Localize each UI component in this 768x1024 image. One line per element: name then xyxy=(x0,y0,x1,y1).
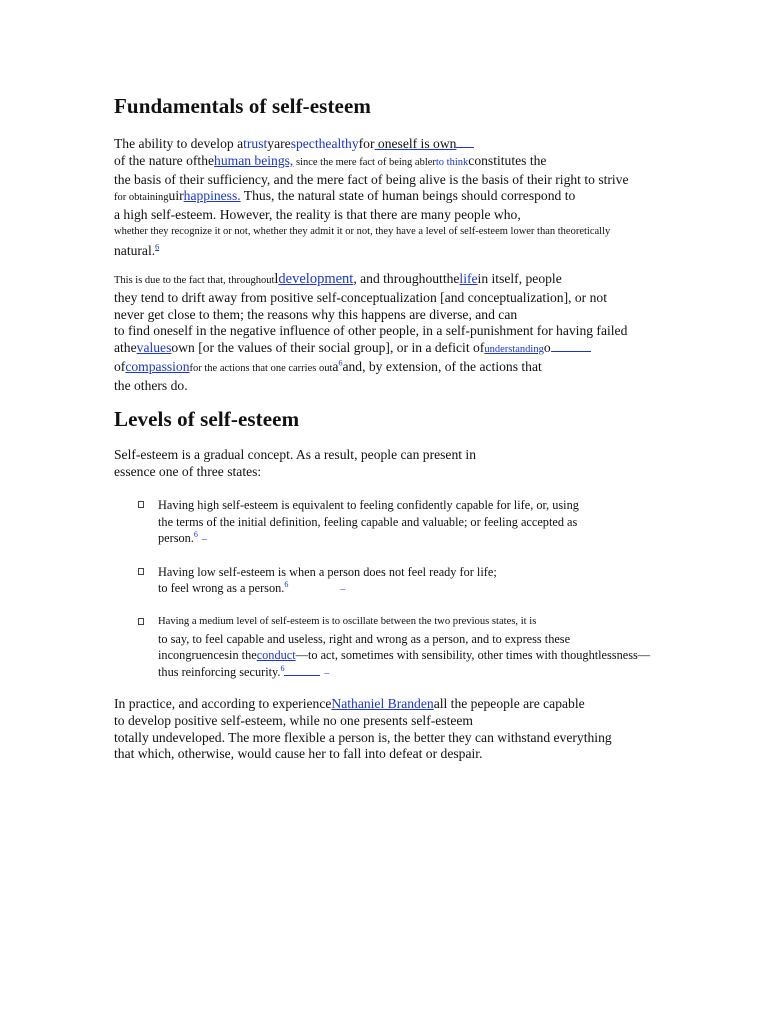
text-line: the others do. xyxy=(114,377,188,393)
link-understanding[interactable]: understanding xyxy=(484,344,544,356)
text-line: essence one of three states: xyxy=(114,463,262,479)
text-run: —to act, sometimes with sensibility, other times with thoughtlessness— xyxy=(295,648,651,663)
text-line: whether they recognize it or not, whether they admit it or not, they have a level of self-esteem lower than theoretically xyxy=(114,225,611,237)
text-line xyxy=(114,696,674,713)
text-run: incongruences xyxy=(158,648,230,663)
bullet-list xyxy=(136,497,736,682)
link-development[interactable]: development xyxy=(278,271,354,287)
text-run: person. xyxy=(158,531,194,546)
text-run: in itself, people xyxy=(477,271,562,286)
bullet-box-icon xyxy=(138,501,144,508)
dash-icon: – xyxy=(201,534,207,546)
text-run: a xyxy=(274,136,281,151)
text-line: to say, to feel capable and useless, right and wrong as a person, and to express these xyxy=(158,631,571,646)
text-run: l xyxy=(274,271,279,287)
link-happiness[interactable]: happiness. xyxy=(183,188,241,204)
link-human-beings[interactable]: human beings, xyxy=(214,152,294,168)
footnote-ref[interactable]: 6 xyxy=(280,663,285,673)
text-run: a xyxy=(332,358,339,374)
paragraph-development xyxy=(114,271,674,395)
footnote-ref[interactable]: 6 xyxy=(193,530,198,540)
text-line xyxy=(114,136,674,153)
text-line xyxy=(114,153,674,172)
dash-icon: – xyxy=(324,667,330,679)
text-run: The ability to develop a xyxy=(114,136,244,151)
text-run: of the nature of xyxy=(114,152,198,168)
text-run: o xyxy=(543,340,551,356)
text-run: the xyxy=(442,271,460,286)
footnote-ref[interactable]: 6 xyxy=(338,358,343,368)
text-line: never get close to them; the reasons why this happens are diverse, and can xyxy=(114,306,518,322)
text-run: y xyxy=(267,136,275,151)
dash-icon: – xyxy=(340,584,346,596)
link-compassion[interactable]: compassion xyxy=(125,358,190,374)
section-heading-levels: Levels of self-esteem xyxy=(114,407,300,431)
text-line: that which, otherwise, would cause her to fall into defeat or despair. xyxy=(114,746,483,762)
text-line xyxy=(158,530,736,549)
text-line xyxy=(114,188,674,207)
paragraph-practice xyxy=(114,696,674,763)
link-to-think[interactable]: to think xyxy=(435,156,469,168)
text-run: since xyxy=(293,156,318,168)
text-line xyxy=(114,359,674,378)
bullet-box-icon xyxy=(138,568,144,575)
text-run: constitutes the xyxy=(468,152,547,168)
list-item-low xyxy=(136,564,736,599)
list-item-medium xyxy=(136,614,736,682)
link-respect[interactable]: spect xyxy=(290,136,319,151)
text-line: the terms of the initial definition, feeling capable and valuable; or feeling accepted as xyxy=(158,514,578,529)
text-line: Having a medium level of self-esteem is to oscillate between the two previous states, it is xyxy=(158,615,537,627)
text-run: for the actions that one carries out xyxy=(189,362,333,374)
text-line xyxy=(158,664,736,683)
text-run: to feel wrong as a person. xyxy=(158,581,285,596)
paragraph-fundamentals xyxy=(114,136,674,260)
text-run: for obtaining xyxy=(114,192,169,204)
text-run: the mere fact of being able xyxy=(317,156,433,168)
text-run: natural. xyxy=(114,242,156,258)
link-underline-trail xyxy=(456,136,474,148)
text-run: own [or the values of their social group], or in a deficit of xyxy=(171,340,485,356)
link-conduct[interactable]: conduct xyxy=(256,648,296,663)
text-run: r xyxy=(432,156,436,168)
text-line: to develop positive self-esteem, while no one presents self-esteem xyxy=(114,712,473,728)
link-trust[interactable]: trust xyxy=(243,136,268,151)
text-run: uir xyxy=(168,188,184,204)
list-item-high xyxy=(136,497,736,549)
text-line xyxy=(114,340,674,359)
text-line: a high self-esteem. However, the reality is that there are many people who, xyxy=(114,207,521,223)
text-run: re xyxy=(280,136,291,151)
text-line: the basis of their sufficiency, and the mere fact of being alive is the basis of their right to strive xyxy=(114,171,629,187)
text-line: to find oneself in the negative influence of other people, in a self-punishment for having failed xyxy=(114,323,628,339)
text-run: thus reinforcing security. xyxy=(158,664,281,679)
bullet-box-icon xyxy=(138,618,144,625)
footnote-ref[interactable]: 6 xyxy=(155,242,160,252)
text-run: In practice, and according to experience xyxy=(114,696,332,711)
link-healthy[interactable]: healthy xyxy=(318,136,359,151)
text-line: Having high self-esteem is equivalent to feeling confidently capable for life, or, using xyxy=(158,498,579,512)
text-line: Having low self-esteem is when a person does not feel ready for life; xyxy=(158,564,497,579)
text-line: they tend to drift away from positive self-conceptualization [and conceptualization], or not xyxy=(114,289,607,305)
text-line xyxy=(114,243,674,260)
link-underline-trail xyxy=(284,664,320,676)
text-run: athe xyxy=(114,340,137,356)
link-underline-trail xyxy=(551,340,591,352)
paragraph-levels-intro xyxy=(114,447,674,481)
link-oneself[interactable]: oneself xyxy=(374,136,418,151)
text-run: of xyxy=(114,358,126,374)
text-run: the xyxy=(197,152,215,168)
text-line: totally undeveloped. The more flexible a person is, the better they can withstand everything xyxy=(114,729,612,745)
text-line xyxy=(114,271,674,290)
text-run: for xyxy=(358,136,375,151)
footnote-ref[interactable]: 6 xyxy=(284,580,289,590)
section-heading-fundamentals: Fundamentals of self-esteem xyxy=(114,94,371,118)
text-run: and, by extension, of the actions that xyxy=(342,358,542,374)
link-is-own[interactable]: is own xyxy=(417,136,457,151)
text-line: Self-esteem is a gradual concept. As a result, people can present in xyxy=(114,447,476,462)
link-values[interactable]: values xyxy=(136,340,172,356)
text-run: Thus, the natural state of human beings should correspond to xyxy=(240,188,576,204)
text-line xyxy=(158,580,736,599)
text-run: in the xyxy=(229,648,257,663)
link-life[interactable]: life xyxy=(459,271,478,286)
text-line xyxy=(158,647,736,664)
link-nathaniel-branden[interactable]: Nathaniel Branden xyxy=(331,696,434,711)
text-run: all the pepeople are capable xyxy=(433,696,585,711)
text-run: This is due to the fact that, throughout xyxy=(114,275,275,286)
text-run: , and throughout xyxy=(353,271,443,286)
